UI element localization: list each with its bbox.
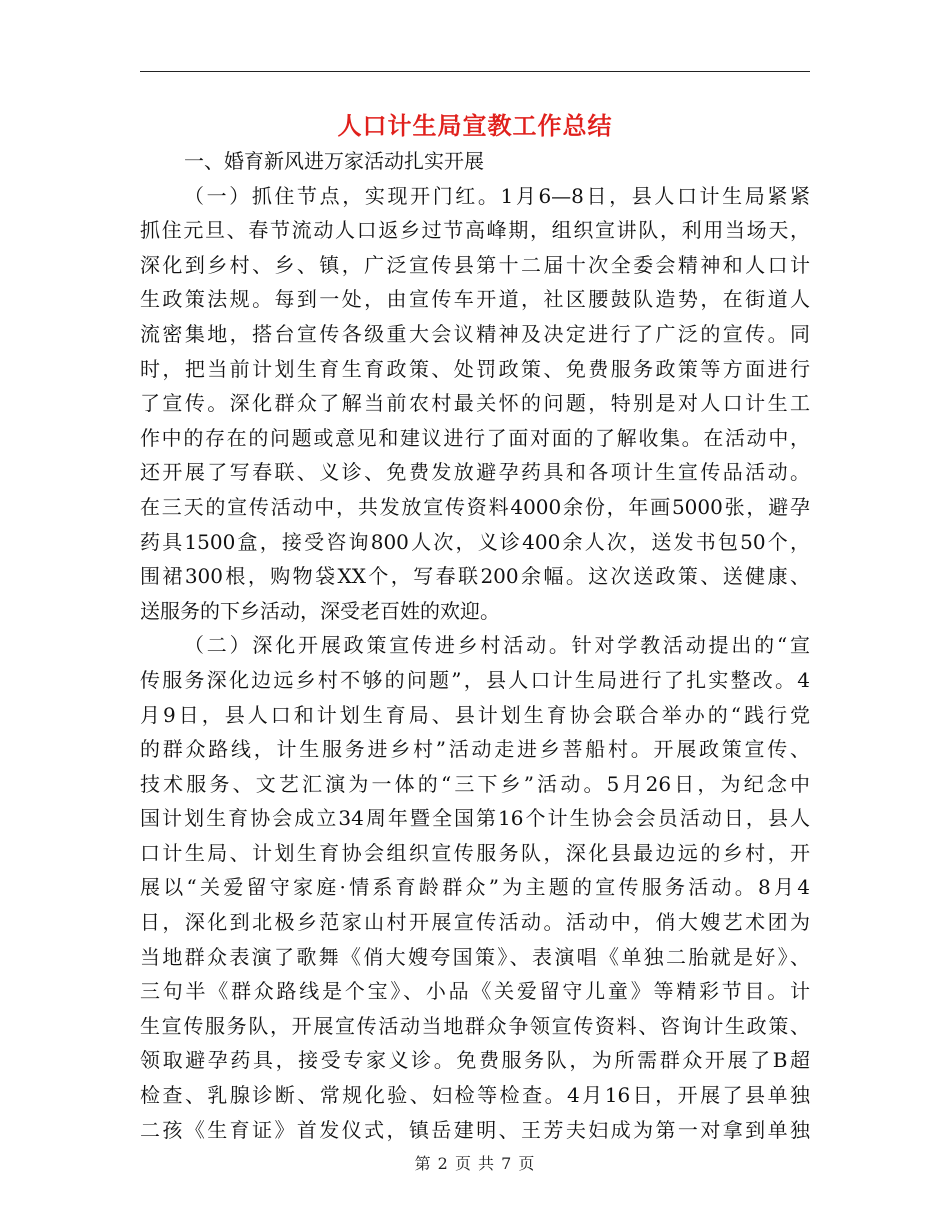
paragraph-line: 送服务的下乡活动，深受老百姓的欢迎。 <box>140 598 500 623</box>
paragraph-line: 时，把当前计划生育生育政策、处罚政策、免费服务政策等方面进行 <box>140 356 810 381</box>
paragraph-line: 抓住元旦、春节流动人口返乡过节高峰期，组织宣讲队，利用当场天， <box>140 218 810 243</box>
paragraph-line: 领取避孕药具，接受专家义诊。免费服务队，为所需群众开展了B超 <box>140 1048 810 1073</box>
paragraph-line: 当地群众表演了歌舞《俏大嫂夸国策》、表演唱《单独二胎就是好》、 <box>140 944 810 969</box>
paragraph-line: 技术服务、文艺汇演为一体的“三下乡”活动。5月26日，为纪念中 <box>140 771 810 796</box>
section-heading: 一、婚育新风进万家活动扎实开展 <box>184 149 484 173</box>
paragraph-line: 二孩《生育证》首发仪式，镇岳建明、王芳夫妇成为第一对拿到单独 <box>140 1117 810 1142</box>
paragraph-line: 了宣传。深化群众了解当前农村最关怀的问题，特别是对人口计生工 <box>140 391 810 416</box>
paragraph-line: 还开展了写春联、义诊、免费发放避孕药具和各项计生宣传品活动。 <box>140 460 810 485</box>
paragraph-line: （一）抓住节点，实现开门红。1月6—8日，县人口计生局紧紧 <box>184 183 810 208</box>
paragraph-line: 的群众路线，计生服务进乡村”活动走进乡菩船村。开展政策宣传、 <box>140 737 810 762</box>
paragraph-line: 作中的存在的问题或意见和建议进行了面对面的了解收集。在活动中， <box>140 425 810 450</box>
paragraph-line: 月9日，县人口和计划生育局、县计划生育协会联合举办的“践行党 <box>140 702 810 727</box>
header-rule <box>140 71 810 72</box>
paragraph-line: 日，深化到北极乡范家山村开展宣传活动。活动中，俏大嫂艺术团为 <box>140 910 810 935</box>
paragraph-line: 检查、乳腺诊断、常规化验、妇检等检查。4月16日，开展了县单独 <box>140 1083 810 1108</box>
paragraph-line: 展以“关爱留守家庭·情系育龄群众”为主题的宣传服务活动。8月4 <box>140 875 810 900</box>
paragraph-line: 三句半《群众路线是个宝》、小品《关爱留守儿童》等精彩节目。计 <box>140 979 810 1004</box>
paragraph-line: 深化到乡村、乡、镇，广泛宣传县第十二届十次全委会精神和人口计 <box>140 252 810 277</box>
page-number-footer: 第 2 页 共 7 页 <box>414 1154 536 1173</box>
paragraph-line: 国计划生育协会成立34周年暨全国第16个计生协会会员活动日，县人 <box>140 806 810 831</box>
paragraph-line: 在三天的宣传活动中，共发放宣传资料4000余份，年画5000张，避孕 <box>140 494 810 519</box>
paragraph-line: 口计生局、计划生育协会组织宣传服务队，深化县最边远的乡村，开 <box>140 840 810 865</box>
paragraph-line: （二）深化开展政策宣传进乡村活动。针对学教活动提出的“宣 <box>184 633 810 658</box>
document-body <box>140 144 810 1147</box>
paragraph-line: 流密集地，搭台宣传各级重大会议精神及决定进行了广泛的宣传。同 <box>140 321 810 346</box>
document-title: 人口计生局宣教工作总结 <box>337 111 613 140</box>
paragraph-line: 药具1500盒，接受咨询800人次，义诊400余人次，送发书包50个， <box>140 529 810 554</box>
paragraph-line: 围裙300根，购物袋XX个，写春联200余幅。这次送政策、送健康、 <box>140 564 810 589</box>
paragraph-line: 生政策法规。每到一处，由宣传车开道，社区腰鼓队造势，在街道人 <box>140 287 810 312</box>
paragraph-line: 传服务深化边远乡村不够的问题”，县人口计生局进行了扎实整改。4 <box>140 667 810 692</box>
paragraph-line: 生宣传服务队，开展宣传活动当地群众争领宣传资料、咨询计生政策、 <box>140 1013 810 1038</box>
